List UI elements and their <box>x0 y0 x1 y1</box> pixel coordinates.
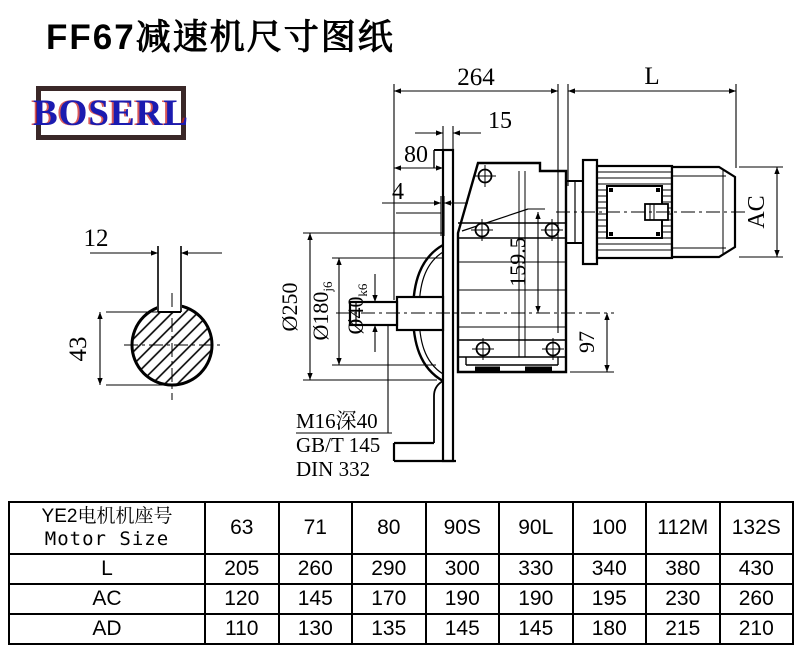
dim-12-label: 12 <box>83 225 109 252</box>
row-label: L <box>9 554 205 584</box>
table-cell: 230 <box>646 584 720 614</box>
table-cell: 190 <box>426 584 500 614</box>
table-header-row <box>9 502 793 554</box>
row-label: AD <box>9 614 205 644</box>
dim-159-label: 159.5 <box>505 237 530 287</box>
table-cell: 380 <box>646 554 720 584</box>
table-cell: 110 <box>205 614 279 644</box>
drawing-notes <box>296 409 380 481</box>
table-row-AD <box>9 614 793 644</box>
dim-264-label: 264 <box>457 64 495 91</box>
table-col-header: 132S <box>720 502 794 554</box>
note-tap-hole: M16深40 <box>296 409 378 433</box>
table-col-header: 90S <box>426 502 500 554</box>
dim-250-label: Ø250 <box>277 282 302 332</box>
row-label: AC <box>9 584 205 614</box>
table-cell: 330 <box>499 554 573 584</box>
shaft-section-view <box>124 246 220 400</box>
dim-97-label: 97 <box>574 331 599 353</box>
table-cell: 260 <box>720 584 794 614</box>
table-cell: 145 <box>279 584 353 614</box>
table-cell: 300 <box>426 554 500 584</box>
table-cell: 145 <box>426 614 500 644</box>
table-col-header: 100 <box>573 502 647 554</box>
motor-size-table <box>8 501 794 645</box>
header-cn: YE2电机机座号 <box>41 506 173 527</box>
table-col-header: 112M <box>646 502 720 554</box>
dimension-lines <box>90 84 783 433</box>
table-cell: 215 <box>646 614 720 644</box>
table-cell: 210 <box>720 614 794 644</box>
dim-AC-label: AC <box>744 195 770 229</box>
table-row-AC <box>9 584 793 614</box>
table-cell: 430 <box>720 554 794 584</box>
note-standard-1: GB/T 145 <box>296 433 381 457</box>
table-col-header: 71 <box>279 502 353 554</box>
table-col-header: 90L <box>499 502 573 554</box>
table-cell: 120 <box>205 584 279 614</box>
table-cell: 145 <box>499 614 573 644</box>
table-cell: 180 <box>573 614 647 644</box>
dim-4-label: 4 <box>392 179 404 205</box>
dim-L-label: L <box>644 63 660 90</box>
table-row-L <box>9 554 793 584</box>
table-cell: 290 <box>352 554 426 584</box>
dim-15-label: 15 <box>488 108 512 134</box>
dim-180-label: Ø180j6 <box>308 281 335 341</box>
table-col-header: 63 <box>205 502 279 554</box>
table-cell: 260 <box>279 554 353 584</box>
dim-80-label: 80 <box>404 142 428 168</box>
table-cell: 190 <box>499 584 573 614</box>
table-cell: 170 <box>352 584 426 614</box>
table-cell: 205 <box>205 554 279 584</box>
table-cell: 135 <box>352 614 426 644</box>
note-standard-2: DIN 332 <box>296 457 371 481</box>
dim-43-label: 43 <box>65 336 92 362</box>
header-en: Motor Size <box>44 528 170 550</box>
table-cell: 195 <box>573 584 647 614</box>
table-cell: 340 <box>573 554 647 584</box>
table-col-header: 80 <box>352 502 426 554</box>
page-title: FF67减速机尺寸图纸 <box>46 18 395 57</box>
table-cell: 130 <box>279 614 353 644</box>
dim-40-label: Ø40k6 <box>343 283 370 335</box>
brand-logo-text: BOSERL <box>32 92 190 134</box>
table-header-motor-size <box>9 502 205 554</box>
